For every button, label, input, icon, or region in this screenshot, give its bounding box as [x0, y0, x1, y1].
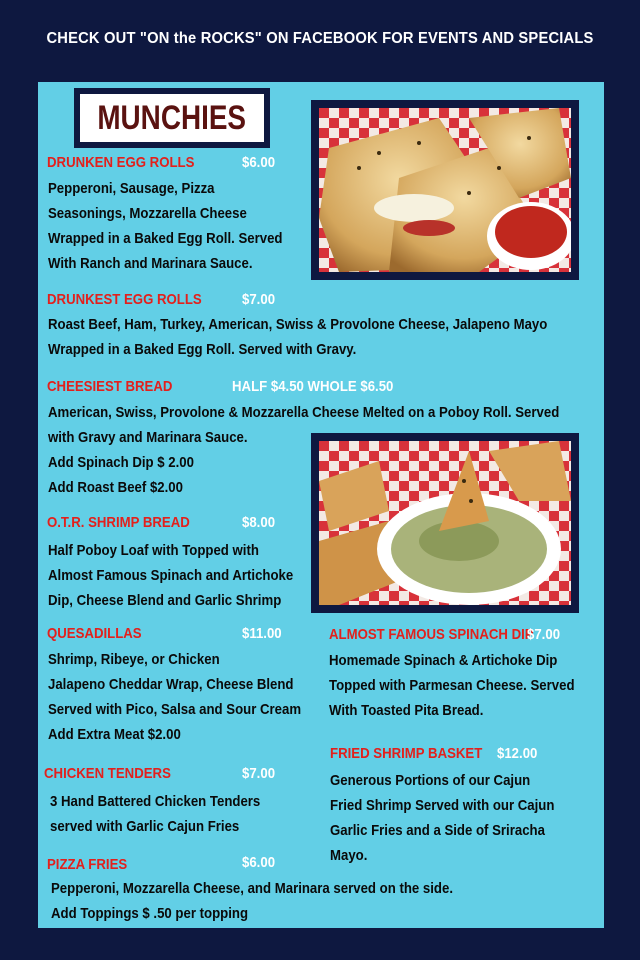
- item-name-otr-shrimp-bread: O.T.R. SHRIMP BREAD: [47, 514, 190, 531]
- item-price-chicken-tenders: $7.00: [242, 765, 276, 782]
- item-desc-spinach-dip: Homemade Spinach & Artichoke Dip Topped with Parmesan Cheese. Served With Toasted Pita Bread.: [329, 652, 575, 719]
- item-desc-cheesiest-bread: American, Swiss, Provolone & Mozzarella Cheese Melted on a Poboy Roll. Served with Gravy and Marinara Sauce. Add Spinach Dip $ 2.00 Add Roast Beef $2.00: [48, 404, 560, 496]
- item-name-drunkest-egg-rolls: DRUNKEST EGG ROLLS: [47, 291, 202, 308]
- item-desc-drunken-egg-rolls: Pepperoni, Sausage, Pizza Seasonings, Mozzarella Cheese Wrapped in a Baked Egg Roll. Served With Ranch and Marinara Sauce.: [48, 180, 283, 272]
- section-title: MUNCHIES: [80, 94, 264, 142]
- item-price-fried-shrimp-basket: $12.00: [497, 745, 538, 762]
- item-desc-pizza-fries: Pepperoni, Mozzarella Cheese, and Marinara served on the side. Add Toppings $ .50 per topping: [51, 880, 453, 922]
- item-desc-quesadillas: Shrimp, Ribeye, or Chicken Jalapeno Cheddar Wrap, Cheese Blend Served with Pico, Salsa and Sour Cream Add Extra Meat $2.00: [48, 651, 302, 743]
- item-price-otr-shrimp-bread: $8.00: [242, 514, 276, 531]
- item-name-pizza-fries: PIZZA FRIES: [47, 856, 128, 873]
- item-name-cheesiest-bread: CHEESIEST BREAD: [47, 378, 173, 395]
- item-price-drunken-egg-rolls: $6.00: [242, 154, 276, 171]
- item-desc-otr-shrimp-bread: Half Poboy Loaf with Topped with Almost Famous Spinach and Artichoke Dip, Cheese Blend and Garlic Shrimp: [48, 542, 294, 609]
- item-price-cheesiest-bread: HALF $4.50 WHOLE $6.50: [232, 378, 394, 395]
- egg-rolls-image: [319, 108, 571, 272]
- item-name-chicken-tenders: CHICKEN TENDERS: [44, 765, 171, 782]
- item-price-spinach-dip: $7.00: [527, 626, 561, 643]
- item-price-drunkest-egg-rolls: $7.00: [242, 291, 276, 308]
- item-desc-chicken-tenders: 3 Hand Battered Chicken Tenders served with Garlic Cajun Fries: [50, 793, 261, 835]
- item-name-drunken-egg-rolls: DRUNKEN EGG ROLLS: [47, 154, 195, 171]
- facebook-banner: CHECK OUT "ON the ROCKS" ON FACEBOOK FOR EVENTS AND SPECIALS: [46, 30, 594, 47]
- item-price-quesadillas: $11.00: [242, 625, 282, 642]
- item-name-fried-shrimp-basket: FRIED SHRIMP BASKET: [330, 745, 483, 762]
- item-name-spinach-dip: ALMOST FAMOUS SPINACH DIP: [329, 626, 534, 643]
- item-name-quesadillas: QUESADILLAS: [47, 625, 142, 642]
- item-desc-fried-shrimp-basket: Generous Portions of our Cajun Fried Shrimp Served with our Cajun Garlic Fries and a Side of Sriracha Mayo.: [330, 772, 555, 864]
- item-desc-drunkest-egg-rolls: Roast Beef, Ham, Turkey, American, Swiss & Provolone Cheese, Jalapeno Mayo Wrapped in a Baked Egg Roll. Served with Gravy.: [48, 316, 548, 358]
- item-price-pizza-fries: $6.00: [242, 854, 276, 871]
- egg-rolls-photo: [311, 100, 579, 280]
